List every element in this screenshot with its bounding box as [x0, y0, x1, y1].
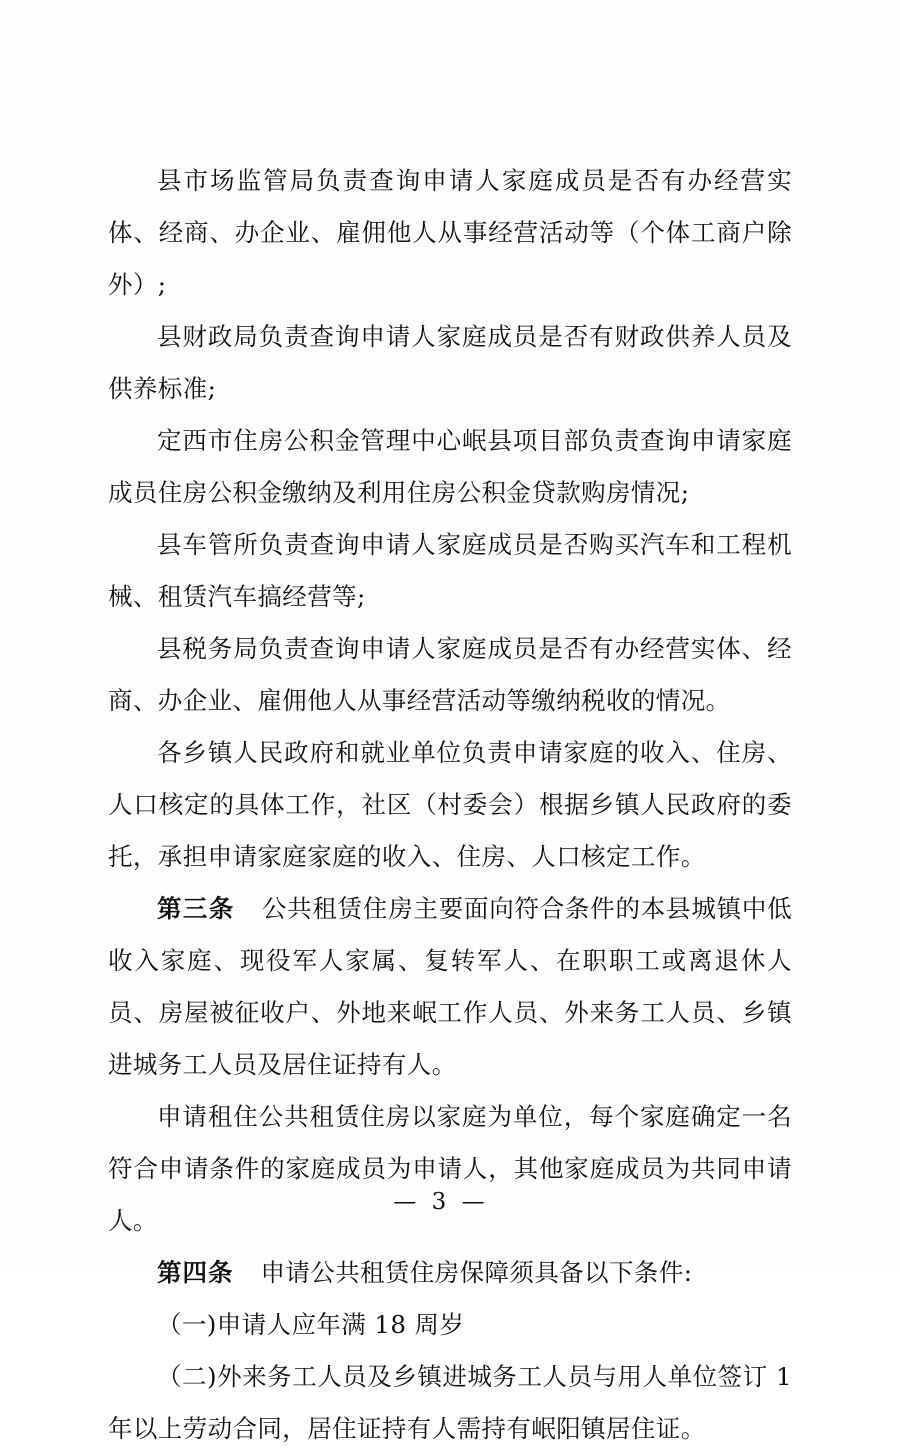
page-number: — 3 — [393, 1189, 489, 1215]
paragraph-market-supervision: 县市场监管局负责查询申请人家庭成员是否有办经营实体、经商、办企业、雇佣他人从事经营活动等（个体工商户除外）; [108, 166, 792, 299]
paragraph-article-three [108, 883, 792, 1091]
paragraph-finance-bureau: 县财政局负责查询申请人家庭成员是否有财政供养人员及供养标准; [108, 322, 792, 403]
article-three-text: 公共租赁住房主要面向符合条件的本县城镇中低收入家庭、现役军人家属、复转军人、在职职工或离退休人员、房屋被征收户、外地来岷工作人员、外来务工人员、乡镇进城务工人员及居住证持有人。 [108, 894, 793, 1079]
paragraph-condition-two: （二)外来务工人员及乡镇进城务工人员与用人单位签订 1 年以上劳动合同，居住证持有人需持有岷阳镇居住证。 [108, 1362, 792, 1443]
paragraph-condition-one: （一)申请人应年满 18 周岁 [157, 1310, 465, 1339]
paragraph-housing-fund: 定西市住房公积金管理中心岷县项目部负责查询申请家庭成员住房公积金缴纳及利用住房公积金贷款购房情况; [108, 426, 792, 507]
article-three-label: 第三条 [157, 894, 235, 923]
paragraph-township-government: 各乡镇人民政府和就业单位负责申请家庭的收入、住房、人口核定的具体工作，社区（村委会）根据乡镇人民政府的委托，承担申请家庭家庭的收入、住房、人口核定工作。 [108, 738, 792, 871]
article-four-label: 第四条 [157, 1258, 234, 1287]
paragraph-family-unit: 申请租住公共租赁住房以家庭为单位，每个家庭确定一名符合申请条件的家庭成员为申请人，其他家庭成员为共同申请人。 [108, 1102, 792, 1235]
document-body [108, 155, 792, 1455]
paragraph-vehicle-office: 县车管所负责查询申请人家庭成员是否购买汽车和工程机械、租赁汽车搞经营等; [108, 530, 792, 611]
article-four-text: 申请公共租赁住房保障须具备以下条件: [260, 1258, 693, 1287]
paragraph-tax-bureau: 县税务局负责查询申请人家庭成员是否有办经营实体、经商、办企业、雇佣他人从事经营活动等缴纳税收的情况。 [108, 634, 792, 715]
paragraph-article-four [108, 1247, 792, 1299]
